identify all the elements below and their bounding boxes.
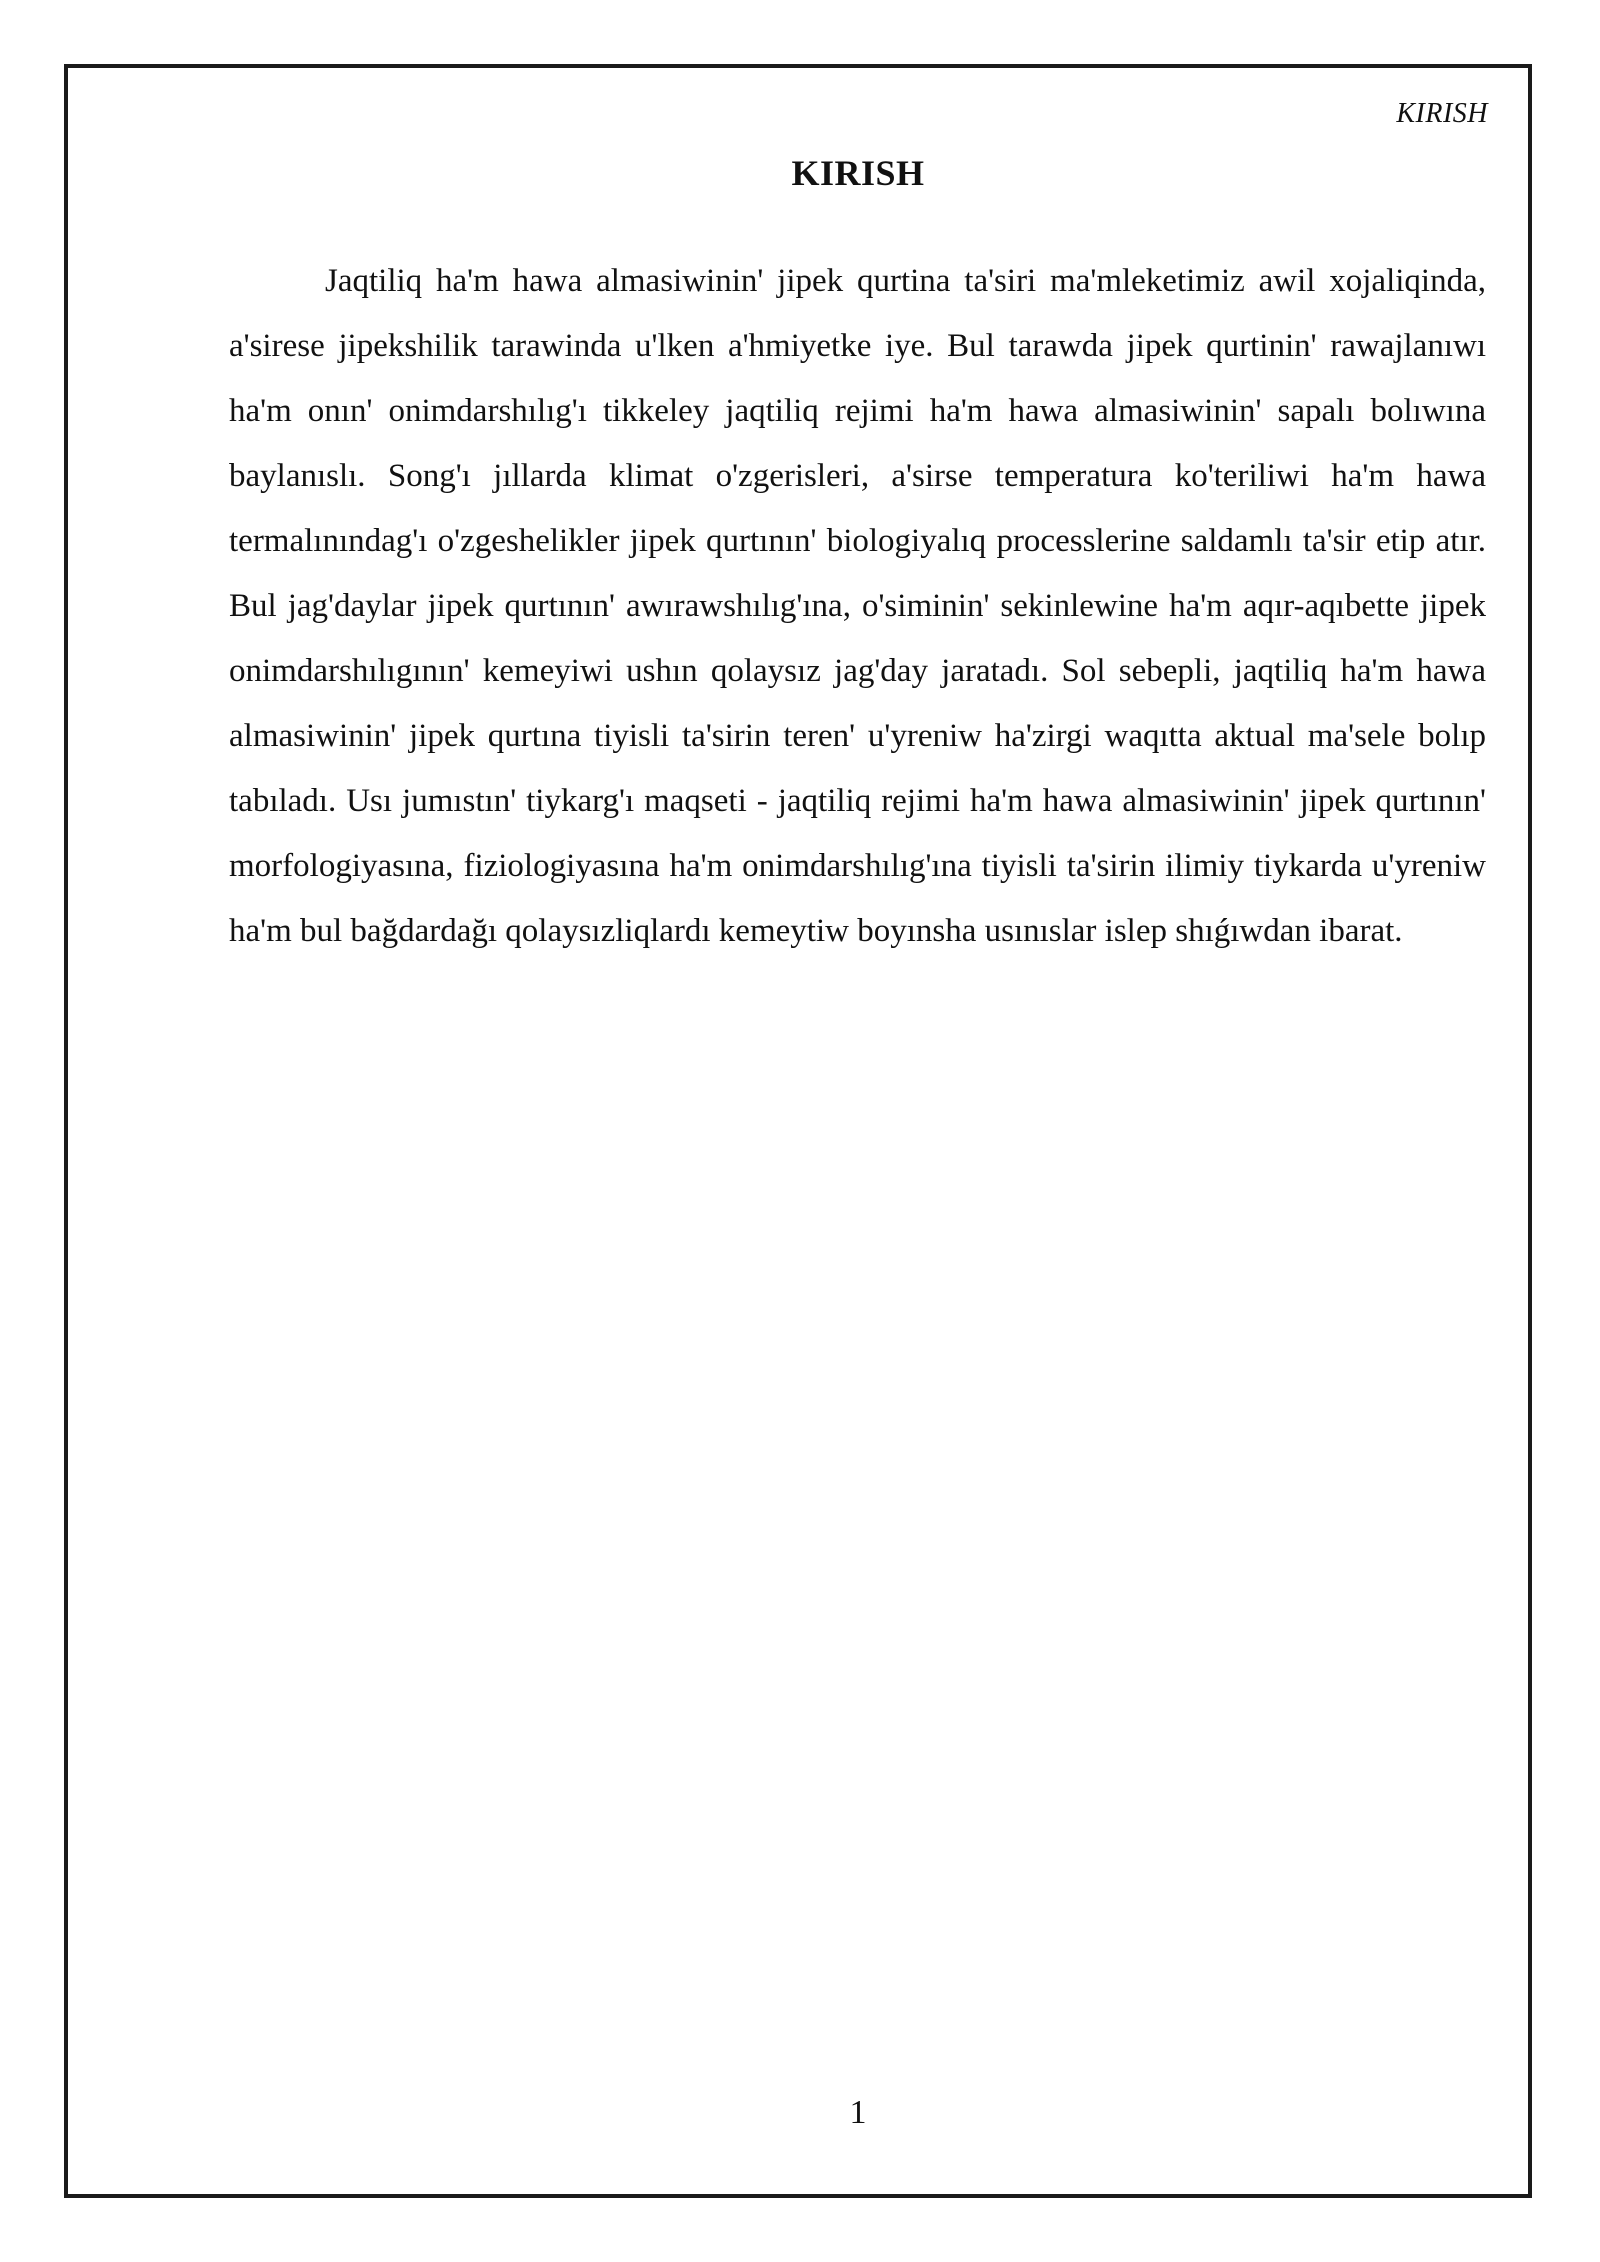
running-header: KIRISH bbox=[1396, 98, 1488, 129]
body-paragraph: Jaqtiliq ha'm hawa almasiwinin' jipek qurtina ta'siri ma'mleketimiz awil xojaliqinda, a'sirese jipekshilik tarawinda u'lken a'hmiyetke iye. Bul tarawda jipek qurtinin' rawajlanıwı ha'm onın' onimdarshılıg'ı tikkeley jaqtiliq rejimi ha'm hawa almasiwinin' sapalı bolıwına baylanıslı. Song'ı jıllarda klimat o'zgerisleri, a'sirse temperatura ko'teriliwi ha'm hawa termalınındag'ı o'zgeshelikler jipek qurtının' biologiyalıq processlerine saldamlı ta'sir etip atır. Bul jag'daylar jipek qurtının' awırawshılıg'ına, o'siminin' sekinlewine ha'm aqır-aqıbette jipek onimdarshılıgının' kemeyiwi ushın qolaysız jag'day jaratadı. Sol sebepli, jaqtiliq ha'm hawa almasiwinin' jipek qurtına tiyisli ta'sirin teren' u'yreniw ha'zirgi waqıtta aktual ma'sele bolıp tabıladı. Usı jumıstın' tiykarg'ı maqseti - jaqtiliq rejimi ha'm hawa almasiwinin' jipek qurtının' morfologiyasına, fiziologiyasına ha'm onimdarshılıg'ına tiyisli ta'sirin ilimiy tiykarda u'yreniw ha'm bul bağdardağı qolaysızliqlardı kemeytiw boyınsha usınıslar islep shıǵıwdan ibarat. bbox=[229, 263, 1486, 949]
chapter-title: KIRISH bbox=[791, 153, 925, 193]
page-number: 1 bbox=[849, 2094, 867, 2131]
